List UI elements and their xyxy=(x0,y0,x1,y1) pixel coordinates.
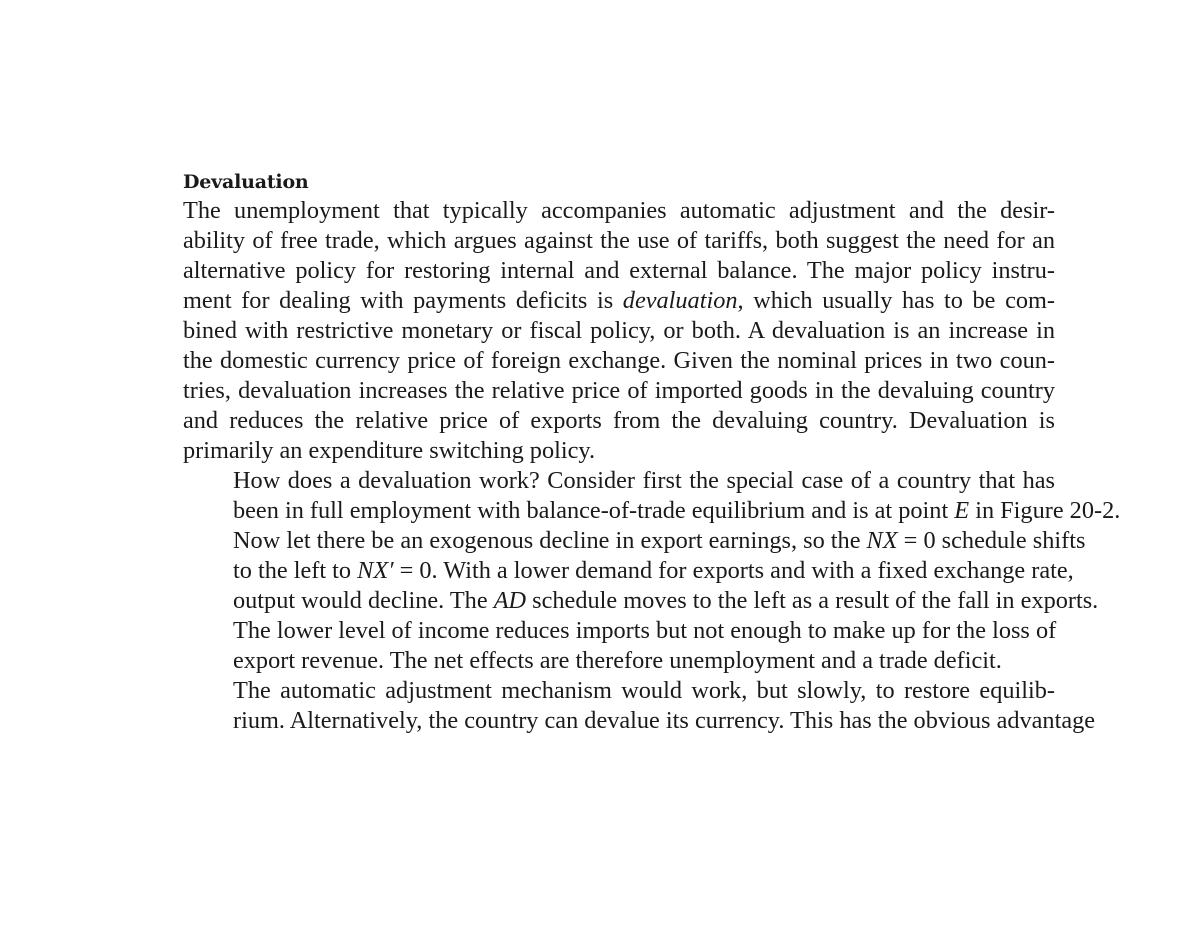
italic-term: devaluation xyxy=(622,287,738,314)
paragraph xyxy=(183,466,1121,676)
section-heading: Devaluation xyxy=(183,171,309,193)
body-text xyxy=(183,196,1121,736)
text-line: to the left to NX′ = 0. With a lower demand for exports and with a fixed exchange rate, xyxy=(233,557,1074,584)
text-line: The unemployment that typically accompanies automatic adjustment and the desir- xyxy=(183,197,1055,224)
text-line: The automatic adjustment mechanism would work, but slowly, to restore equilib- xyxy=(233,677,1055,704)
document-page xyxy=(183,168,1121,736)
text-line: bined with restrictive monetary or fiscal policy, or both. A devaluation is an increase in xyxy=(183,317,1055,344)
paragraph xyxy=(183,196,1055,466)
text-line: How does a devaluation work? Consider first the special case of a country that has xyxy=(233,467,1055,494)
text-line: been in full employment with balance-of-trade equilibrium and is at point E in Figure 20-2. xyxy=(233,497,1121,524)
text-line: Now let there be an exogenous decline in export earnings, so the NX = 0 schedule shifts xyxy=(233,527,1086,554)
italic-term: E xyxy=(954,497,970,524)
italic-term: AD xyxy=(493,587,527,614)
text-line: the domestic currency price of foreign exchange. Given the nominal prices in two coun- xyxy=(183,347,1055,374)
text-line: output would decline. The AD schedule moves to the left as a result of the fall in exports. xyxy=(233,587,1099,614)
text-line: primarily an expenditure switching policy. xyxy=(183,437,596,464)
text-line: ability of free trade, which argues against the use of tariffs, both suggest the need for an xyxy=(183,227,1055,254)
text-line: rium. Alternatively, the country can devalue its currency. This has the obvious advantage xyxy=(233,707,1096,734)
text-line: The lower level of income reduces imports but not enough to make up for the loss of xyxy=(233,617,1057,644)
text-line: export revenue. The net effects are therefore unemployment and a trade deficit. xyxy=(233,647,1002,674)
text-line: and reduces the relative price of exports from the devaluing country. Devaluation is xyxy=(183,407,1055,434)
italic-term: NX xyxy=(866,527,898,554)
paragraph xyxy=(183,676,1096,736)
text-line: ment for dealing with payments deficits is devaluation, which usually has to be com- xyxy=(183,287,1056,314)
text-line: tries, devaluation increases the relative price of imported goods in the devaluing country xyxy=(183,377,1055,404)
italic-term: NX′ xyxy=(357,557,394,584)
text-line: alternative policy for restoring internal and external balance. The major policy instru- xyxy=(183,257,1055,284)
